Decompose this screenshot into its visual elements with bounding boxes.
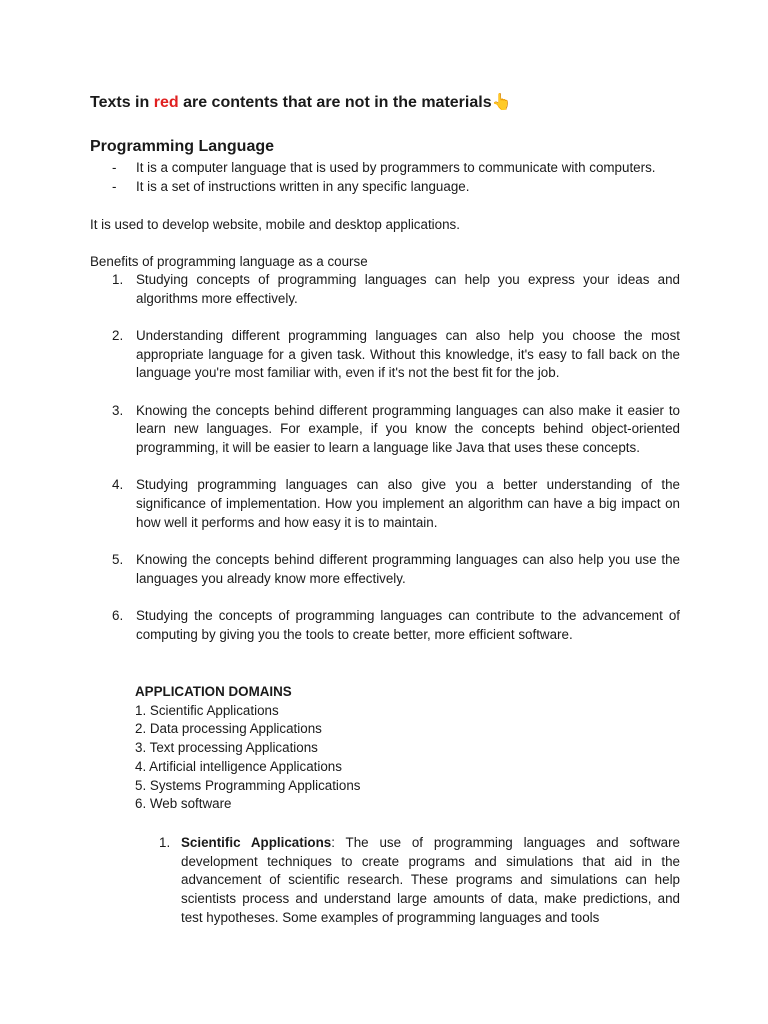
benefit-item (90, 476, 680, 532)
scientific-text: The use of programming languages and software development techniques to create programs and simulations that aid in the advancement of scientific research. These programs and simulations can help scientists process and understand large amounts of data, make predictions, and test hypotheses. Some examples of programming languages and tools (181, 835, 680, 925)
benefit-item (90, 607, 680, 644)
benefit-number: 2. (112, 328, 124, 343)
benefit-item (90, 402, 680, 458)
benefit-number: 6. (112, 608, 124, 624)
benefit-number: 3. (112, 402, 124, 418)
scientific-term: Scientific Applications (181, 835, 332, 850)
definition-text: It is a computer language that is used by programmers to communicate with computers. (136, 160, 656, 175)
domain-item: 4. Artificial intelligence Applications (135, 758, 342, 774)
notice-prefix: Texts in (90, 94, 154, 111)
definition-list (90, 159, 690, 196)
benefit-text: Knowing the concepts behind different programming languages can also help you use the languages you already know more effectively. (136, 552, 680, 586)
benefit-number: 5. (112, 552, 124, 568)
benefit-text: Understanding different programming languages can also help you choose the most appropriate language for a given task. Without this knowledge, it's easy to fall back on the language you're most familiar with, even if it's not the best fit for the job. (136, 328, 680, 381)
section-title: Programming Language (90, 138, 275, 155)
usage-paragraph: It is used to develop website, mobile and desktop applications. (90, 217, 460, 232)
benefit-number: 1. (112, 272, 124, 287)
benefit-text: Knowing the concepts behind different programming languages can also make it easier to learn new languages. For example, if you know the concepts behind object-oriented programming, it will be easier to learn a language like Java that uses these concepts. (136, 402, 680, 456)
benefits-list (90, 271, 680, 663)
definition-text: It is a set of instructions written in any specific language. (136, 178, 470, 194)
benefit-text: Studying concepts of programming languages can help you express your ideas and algorithms more effectively. (136, 272, 680, 306)
dash-bullet: - (112, 160, 117, 175)
benefit-text: Studying programming languages can also give you a better understanding of the significance of implementation. How you implement an algorithm can have a big impact on how well it performs and how easy it is to maintain. (136, 477, 680, 530)
scientific-number: 1. (159, 835, 171, 850)
domain-item: 5. Systems Programming Applications (135, 777, 361, 793)
domains-title: APPLICATION DOMAINS (135, 684, 292, 699)
scientific-content (181, 834, 680, 928)
benefit-item (90, 551, 680, 588)
benefit-text: Studying the concepts of programming languages can contribute to the advancement of computing by giving you the tools to create better, more efficient software. (136, 608, 680, 642)
domain-item: 2. Data processing Applications (135, 721, 322, 737)
notice-suffix: are contents that are not in the materials👆 (178, 94, 512, 111)
dash-bullet: - (112, 178, 117, 194)
definition-item (90, 159, 690, 178)
application-domains (135, 683, 535, 814)
definition-item (90, 178, 690, 197)
scientific-colon: : (331, 835, 335, 850)
notice-red-word: red (153, 94, 179, 111)
domain-item: 1. Scientific Applications (135, 702, 279, 718)
domain-item: 3. Text processing Applications (135, 740, 318, 756)
benefit-number: 4. (112, 477, 124, 493)
scientific-applications-item (135, 834, 680, 928)
benefits-intro: Benefits of programming language as a course (90, 254, 368, 269)
red-text-notice (90, 93, 512, 113)
domain-item: 6. Web software (135, 796, 232, 812)
benefit-item (90, 271, 680, 308)
benefit-item (90, 327, 680, 383)
